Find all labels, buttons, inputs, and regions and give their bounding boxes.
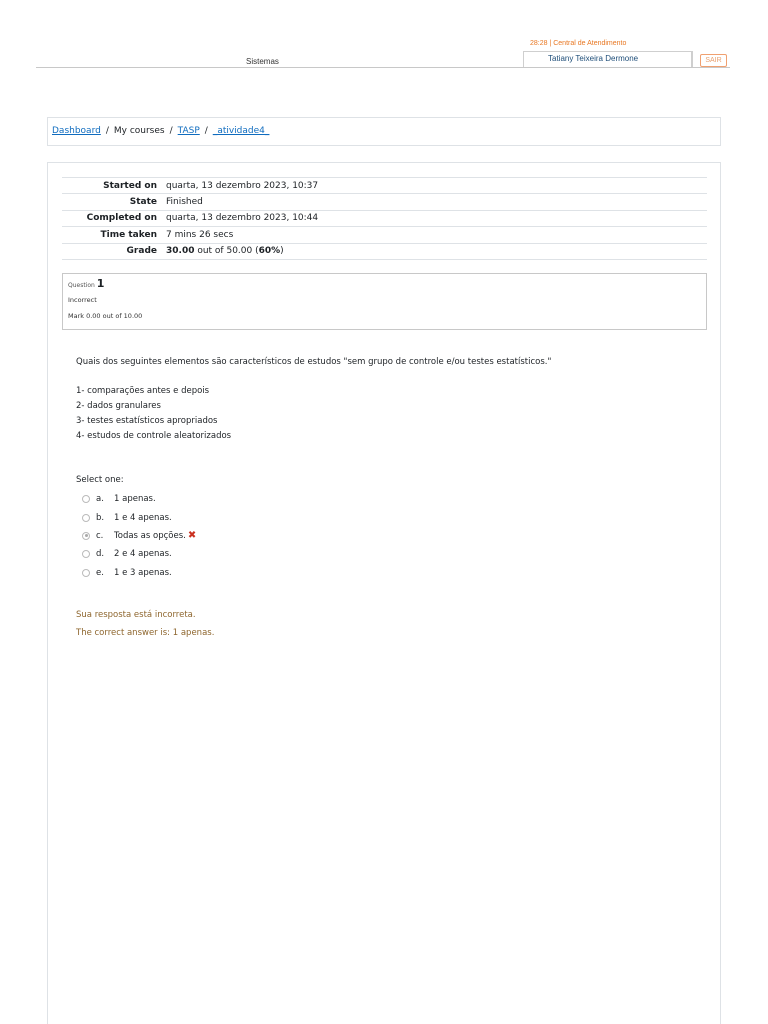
summary-value: Finished [166,197,203,208]
answer-radio-c[interactable] [82,532,90,540]
answer-options [82,490,196,582]
list-item: 3- testes estatísticos apropriados [76,416,218,426]
cross-icon: ✖ [187,530,197,542]
breadcrumb [52,126,269,136]
grade-percent: 60% [258,246,281,257]
breadcrumb-dashboard-link[interactable]: Dashboard [52,126,101,136]
grade-out-of: out of 50.00 ( [194,246,259,257]
breadcrumb-activity-link[interactable]: _atividade4_ [212,126,270,136]
question-content [76,355,696,444]
summary-row-grade [62,243,707,259]
answer-option-a [82,490,196,508]
breadcrumb-my-courses: My courses [113,126,165,136]
summary-row-started [62,178,707,194]
quiz-review-card [47,162,721,1024]
answer-text: 1 e 3 apenas. [114,567,172,578]
answer-letter: b. [96,512,105,523]
answer-option-b [82,508,196,526]
summary-label: Time taken [100,229,157,240]
breadcrumb-separator: / [169,126,173,136]
question-text [76,355,696,370]
question-info-box [62,273,707,330]
header-divider [36,67,730,68]
user-name[interactable]: Tatiany Teixeira Dermone [548,54,639,63]
question-number [68,278,701,292]
summary-label: Grade [126,246,157,257]
correct-answer-text: The correct answer is: 1 apenas. [76,628,215,638]
feedback-section [76,606,214,642]
summary-value: 7 mins 26 secs [166,229,234,240]
breadcrumb-card [47,117,721,146]
summary-value: quarta, 13 dezembro 2023, 10:44 [166,213,319,224]
answer-text: 1 apenas. [114,494,156,505]
answer-letter: c. [96,530,104,541]
breadcrumb-course-link[interactable]: TASP [177,126,200,136]
user-box-divider [674,51,692,67]
summary-label: Completed on [86,213,157,224]
summary-row-completed [62,210,707,226]
summary-value: quarta, 13 dezembro 2023, 10:37 [166,180,319,191]
summary-label: State [129,197,157,208]
question-number-value: 1 [96,277,105,290]
top-header [0,0,768,70]
breadcrumb-separator: / [105,126,109,136]
attempt-summary-table [62,177,707,260]
grade-score: 30.00 [166,246,195,257]
answer-radio-b[interactable] [82,514,90,522]
question-number-label: Question [68,282,95,289]
feedback-text: Sua resposta está incorreta. [76,610,196,620]
question-list [76,384,696,444]
answer-option-c [82,527,196,545]
answer-text: Todas as opções. [114,530,186,541]
answer-radio-e[interactable] [82,569,90,577]
logout-button[interactable]: SAIR [700,54,727,67]
answer-letter: e. [96,567,104,578]
question-state: Incorrect [68,296,97,304]
answer-option-d [82,545,196,563]
answer-text: 2 e 4 apenas. [114,549,172,560]
question-stem: Quais dos seguintes elementos são característicos de estudos "sem grupo de controle e/ou testes estatísticos." [76,357,552,367]
list-item: 2- dados granulares [76,401,161,411]
session-timer[interactable]: 28:28 | Central de Atendimento [530,40,627,47]
select-one-prompt: Select one: [76,475,124,485]
grade-close: ) [280,246,284,257]
answer-radio-d[interactable] [82,550,90,558]
list-item: 4- estudos de controle aleatorizados [76,431,232,441]
summary-value-grade [162,243,707,259]
summary-row-state [62,194,707,210]
answer-option-e [82,564,196,582]
answer-letter: a. [96,494,104,505]
list-item: 1- comparações antes e depois [76,386,210,396]
answer-letter: d. [96,549,105,560]
breadcrumb-separator: / [204,126,208,136]
answer-text: 1 e 4 apenas. [114,512,172,523]
summary-label: Started on [103,180,157,191]
answer-radio-a[interactable] [82,495,90,503]
user-area [522,38,732,68]
question-mark: Mark 0.00 out of 10.00 [68,312,143,320]
sistemas-menu[interactable]: Sistemas [246,57,279,66]
summary-row-time-taken [62,227,707,243]
